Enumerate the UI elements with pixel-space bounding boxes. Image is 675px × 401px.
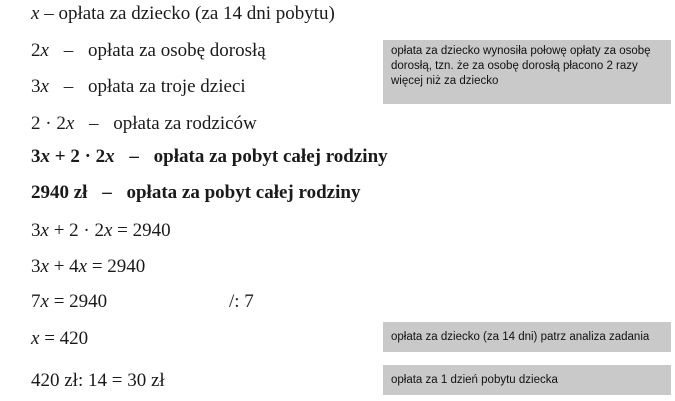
line-solution (31, 328, 88, 350)
line-equation-2 (31, 256, 145, 278)
coefficient: 3 (31, 76, 41, 97)
coefficient: 2 (31, 40, 41, 61)
variable-x: x (105, 146, 115, 167)
variable-x: x (40, 40, 49, 61)
variable-x: x (65, 113, 75, 134)
line-equation-3 (31, 291, 107, 313)
dash: – (102, 182, 112, 203)
expression-result: = 2940 (48, 291, 108, 312)
line-text: – opłata za dziecko (za 14 dni pobytu) (39, 3, 335, 24)
expression-result: = 2940 (87, 256, 146, 277)
line-adult-fee (31, 40, 266, 62)
line-text: opłata za troje dzieci (87, 76, 246, 97)
variable-x: x (31, 3, 40, 24)
variable-x: x (40, 256, 49, 277)
dash: – (89, 113, 99, 134)
variable-x: x (40, 76, 49, 97)
variable-x: x (31, 328, 40, 349)
line-text: opłata za osobę dorosłą (87, 40, 266, 61)
coefficient: 3 (31, 220, 41, 241)
line-family-fee-total (31, 182, 360, 204)
expression-result: = 2940 (112, 220, 171, 241)
line-child-fee (31, 3, 335, 25)
coefficient: 3 (31, 256, 41, 277)
expression-result: = 420 (39, 328, 89, 349)
expression-middle: + 2 · 2 (48, 220, 104, 241)
coefficient: 3 (31, 146, 41, 167)
coefficient: 7 (31, 291, 41, 312)
note-half-price: opłata za dziecko wynosiła połowę opłaty za osobę dorosłą, tzn. że za osobę dorosłą płacono 2 razy więcej niż za dziecko (383, 40, 671, 104)
line-per-day: 420 zł: 14 = 30 zł (31, 370, 165, 391)
dash: – (63, 40, 74, 61)
line-three-children-fee (31, 76, 246, 98)
variable-x: x (103, 220, 113, 241)
line-family-fee-expression (31, 146, 388, 168)
division-step: /: 7 (229, 291, 254, 312)
note-per-day: opłata za 1 dzień pobytu dziecka (383, 365, 671, 395)
line-text: opłata za pobyt całej rodziny (126, 182, 361, 203)
variable-x: x (40, 291, 49, 312)
line-equation-1 (31, 220, 171, 242)
line-text: opłata za pobyt całej rodziny (153, 146, 388, 167)
line-parents-fee (31, 113, 257, 135)
expression-middle: + 4 (48, 256, 79, 277)
variable-x: x (40, 220, 49, 241)
expression-middle: + 2 · 2 (50, 146, 106, 167)
variable-x: x (40, 146, 50, 167)
coefficient: 2 · 2 (31, 113, 66, 134)
note-analysis: opłata za dziecko (za 14 dni) patrz analiza zadania (383, 322, 671, 352)
dash: – (63, 76, 74, 97)
dash: – (129, 146, 139, 167)
variable-x: x (78, 256, 88, 277)
amount: 2940 zł (31, 182, 88, 203)
line-text: opłata za rodziców (113, 113, 257, 134)
